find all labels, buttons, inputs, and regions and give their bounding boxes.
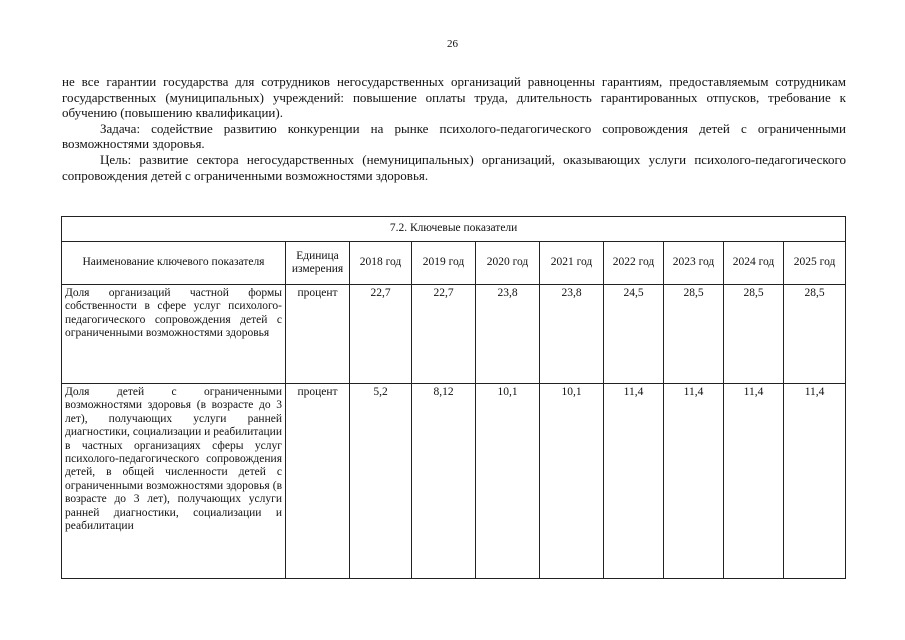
value-2020: 10,1	[476, 384, 540, 579]
table-caption: 7.2. Ключевые показатели	[62, 217, 846, 242]
table-row	[62, 384, 846, 579]
indicator-unit: процент	[286, 384, 350, 579]
indicator-unit: процент	[286, 285, 350, 384]
page-number: 26	[447, 38, 458, 50]
table-header-row	[62, 242, 846, 285]
header-year-2024: 2024 год	[724, 242, 784, 285]
value-2025: 28,5	[784, 285, 846, 384]
value-2019: 8,12	[412, 384, 476, 579]
header-year-2021: 2021 год	[540, 242, 604, 285]
value-2023: 11,4	[664, 384, 724, 579]
value-2019: 22,7	[412, 285, 476, 384]
value-2021: 10,1	[540, 384, 604, 579]
value-2018: 5,2	[350, 384, 412, 579]
value-2025: 11,4	[784, 384, 846, 579]
header-year-2019: 2019 год	[412, 242, 476, 285]
value-2022: 24,5	[604, 285, 664, 384]
paragraph-goal: Цель: развитие сектора негосударственных (немуниципальных) организаций, оказывающих услуги психолого-педагогического сопровождения детей с ограниченными возможностями здоровья.	[62, 151, 846, 183]
header-unit: Единица измерения	[286, 242, 350, 285]
value-2020: 23,8	[476, 285, 540, 384]
value-2024: 28,5	[724, 285, 784, 384]
value-2021: 23,8	[540, 285, 604, 384]
value-2022: 11,4	[604, 384, 664, 579]
paragraph-task: Задача: содействие развитию конкуренции на рынке психолого-педагогического сопровождения детей с ограниченными возможностями здоровья.	[62, 120, 846, 152]
header-year-2023: 2023 год	[664, 242, 724, 285]
header-year-2025: 2025 год	[784, 242, 846, 285]
header-year-2020: 2020 год	[476, 242, 540, 285]
header-name: Наименование ключевого показателя	[62, 242, 286, 285]
indicator-name: Доля организаций частной формы собственности в сфере услуг психолого-педагогического сопровождения детей с ограниченными возможностями здоровья	[62, 285, 286, 384]
value-2024: 11,4	[724, 384, 784, 579]
indicator-name: Доля детей с ограниченными возможностями здоровья (в возрасте до 3 лет), получающих услуги ранней диагностики, социализации и реабилитации в частных организациях сферы услуг психолого-педагогического сопровождения детей, в общей численности детей с ограниченными возможностями здоровья (в возрасте до 3 лет), получающих услуги ранней диагностики, социализации и реабилитации	[62, 384, 286, 579]
table-caption-row	[62, 217, 846, 242]
header-year-2018: 2018 год	[350, 242, 412, 285]
body-text	[62, 74, 846, 183]
table-row	[62, 285, 846, 384]
key-indicators-table	[61, 216, 846, 579]
value-2023: 28,5	[664, 285, 724, 384]
value-2018: 22,7	[350, 285, 412, 384]
paragraph-1: не все гарантии государства для сотрудников негосударственных организаций равноценны гарантиям, предоставляемым сотрудникам государственных (муниципальных) учреждений: повышение оплаты труда, длительность гарантированных отпусков, требование к обучению (повышению квалификации).	[62, 74, 846, 121]
header-year-2022: 2022 год	[604, 242, 664, 285]
